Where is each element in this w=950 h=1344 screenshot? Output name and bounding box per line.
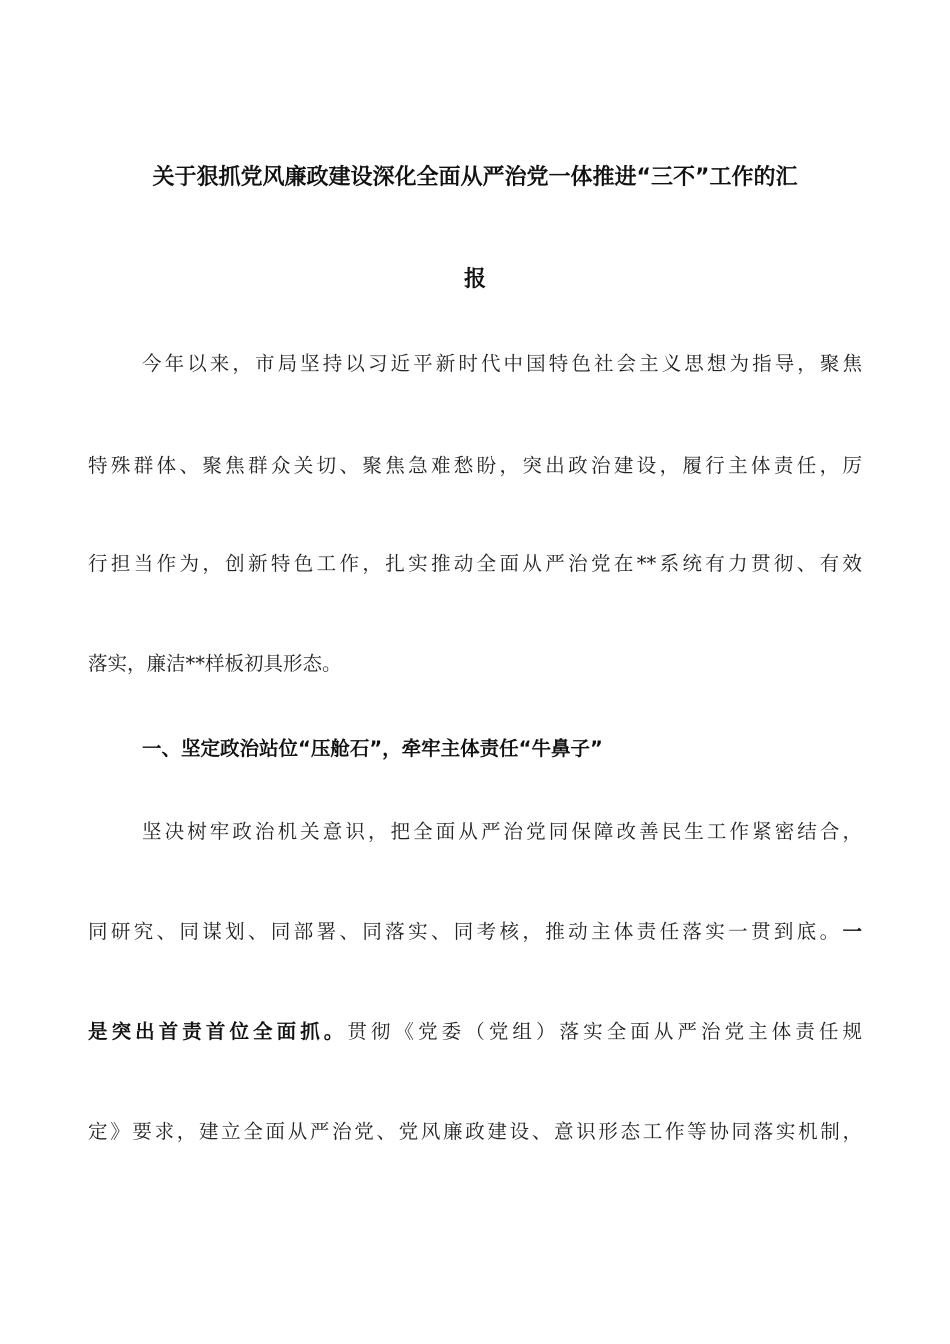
section-1-paragraph-line-4: 定》要求，建立全面从严治党、党风廉政建设、意识形态工作等协同落实机制， xyxy=(88,1120,862,1143)
section-1-line-2-bold: 一 xyxy=(842,920,862,943)
section-1-point-1-lead: 是突出首责首位全面抓。 xyxy=(88,1020,348,1043)
section-1-paragraph-line-3 xyxy=(88,1018,862,1046)
intro-paragraph-line-3: 行担当作为，创新特色工作，扎实推动全面从严治党在**系统有力贯彻、有效 xyxy=(88,552,862,575)
intro-paragraph-line-1: 今年以来，市局坚持以习近平新时代中国特色社会主义思想为指导，聚焦 xyxy=(142,352,862,375)
section-1-line-2-text: 同研究、同谋划、同部署、同落实、同考核，推动主体责任落实一贯到底。 xyxy=(88,920,843,943)
document-title-line-1: 关于狠抓党风廉政建设深化全面从严治党一体推进“三不”工作的汇 xyxy=(152,165,798,190)
section-1-line-3-text: 贯彻《党委（党组）落实全面从严治党主体责任规 xyxy=(347,1020,862,1043)
document-title-line-2: 报 xyxy=(463,267,486,292)
section-1-paragraph-line-2 xyxy=(88,918,862,946)
section-1-paragraph-line-1: 坚决树牢政治机关意识，把全面从严治党同保障改善民生工作紧密结合， xyxy=(142,820,862,843)
section-1-heading: 一、坚定政治站位“压舱石”，牵牢主体责任“牛鼻子” xyxy=(142,737,603,760)
intro-paragraph-line-2: 特殊群体、聚焦群众关切、聚焦急难愁盼，突出政治建设，履行主体责任，厉 xyxy=(88,454,862,477)
intro-paragraph-line-4: 落实，廉洁**样板初具形态。 xyxy=(88,652,342,675)
